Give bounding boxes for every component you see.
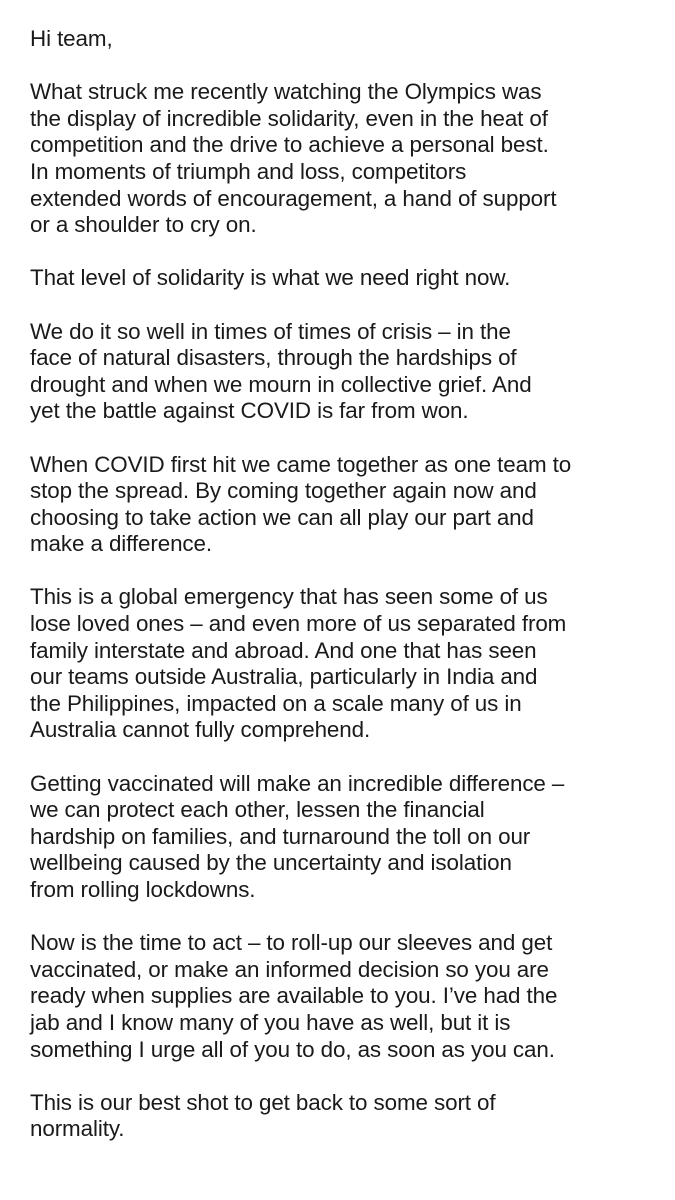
- text-line: make a difference.: [30, 531, 212, 557]
- text-line: wellbeing caused by the uncertainty and isolation: [30, 850, 512, 876]
- text-line: Hi team,: [30, 26, 113, 51]
- solidarity-paragraph: [30, 265, 653, 292]
- text-line: In moments of triumph and loss, competitors: [30, 158, 467, 184]
- text-line: face of natural disasters, through the hardships of: [30, 345, 517, 371]
- text-line: yet the battle against COVID is far from won.: [30, 398, 469, 424]
- olympics-paragraph: [30, 79, 653, 239]
- vaccination-paragraph: [30, 771, 653, 904]
- text-line: lose loved ones – and even more of us separated from: [30, 611, 567, 637]
- text-line: our teams outside Australia, particularly in India and: [30, 664, 538, 690]
- text-line: Getting vaccinated will make an incredible difference –: [30, 770, 565, 796]
- text-line: Australia cannot fully comprehend.: [30, 717, 371, 743]
- action-paragraph: [30, 930, 653, 1063]
- text-line: Now is the time to act – to roll-up our sleeves and get: [30, 930, 553, 956]
- crisis-paragraph: [30, 319, 653, 425]
- text-line: This is a global emergency that has seen some of us: [30, 584, 548, 610]
- text-line: from rolling lockdowns.: [30, 877, 256, 902]
- text-line: the Philippines, impacted on a scale many of us in: [30, 690, 522, 716]
- text-line: jab and I know many of you have as well, but it is: [30, 1009, 511, 1035]
- text-line: competition and the drive to achieve a personal best.: [30, 132, 549, 158]
- text-line: That level of solidarity is what we need right now.: [30, 265, 511, 291]
- text-line: family interstate and abroad. And one that has seen: [30, 637, 537, 663]
- text-line: drought and when we mourn in collective grief. And: [30, 371, 532, 397]
- text-line: ready when supplies are available to you. I’ve had the: [30, 983, 558, 1009]
- text-line: stop the spread. By coming together again now and: [30, 478, 537, 504]
- text-line: we can protect each other, lessen the financial: [30, 797, 485, 823]
- text-line: or a shoulder to cry on.: [30, 212, 257, 238]
- text-line: the display of incredible solidarity, even in the heat of: [30, 105, 548, 131]
- text-line: When COVID first hit we came together as one team to: [30, 451, 572, 477]
- emergency-paragraph: [30, 584, 653, 744]
- text-line: What struck me recently watching the Olympics was: [30, 79, 542, 105]
- text-line: This is our best shot to get back to some sort of: [30, 1089, 496, 1115]
- greeting-paragraph: [30, 26, 653, 53]
- text-line: extended words of encouragement, a hand of support: [30, 185, 557, 211]
- text-line: choosing to take action we can all play our part and: [30, 504, 534, 530]
- text-line: We do it so well in times of times of crisis – in the: [30, 318, 511, 344]
- text-line: vaccinated, or make an informed decision so you are: [30, 956, 549, 982]
- closing-paragraph: [30, 1090, 653, 1143]
- text-line: something I urge all of you to do, as soon as you can.: [30, 1036, 555, 1062]
- together-paragraph: [30, 452, 653, 558]
- text-line: hardship on families, and turnaround the toll on our: [30, 823, 531, 849]
- text-line: normality.: [30, 1116, 125, 1142]
